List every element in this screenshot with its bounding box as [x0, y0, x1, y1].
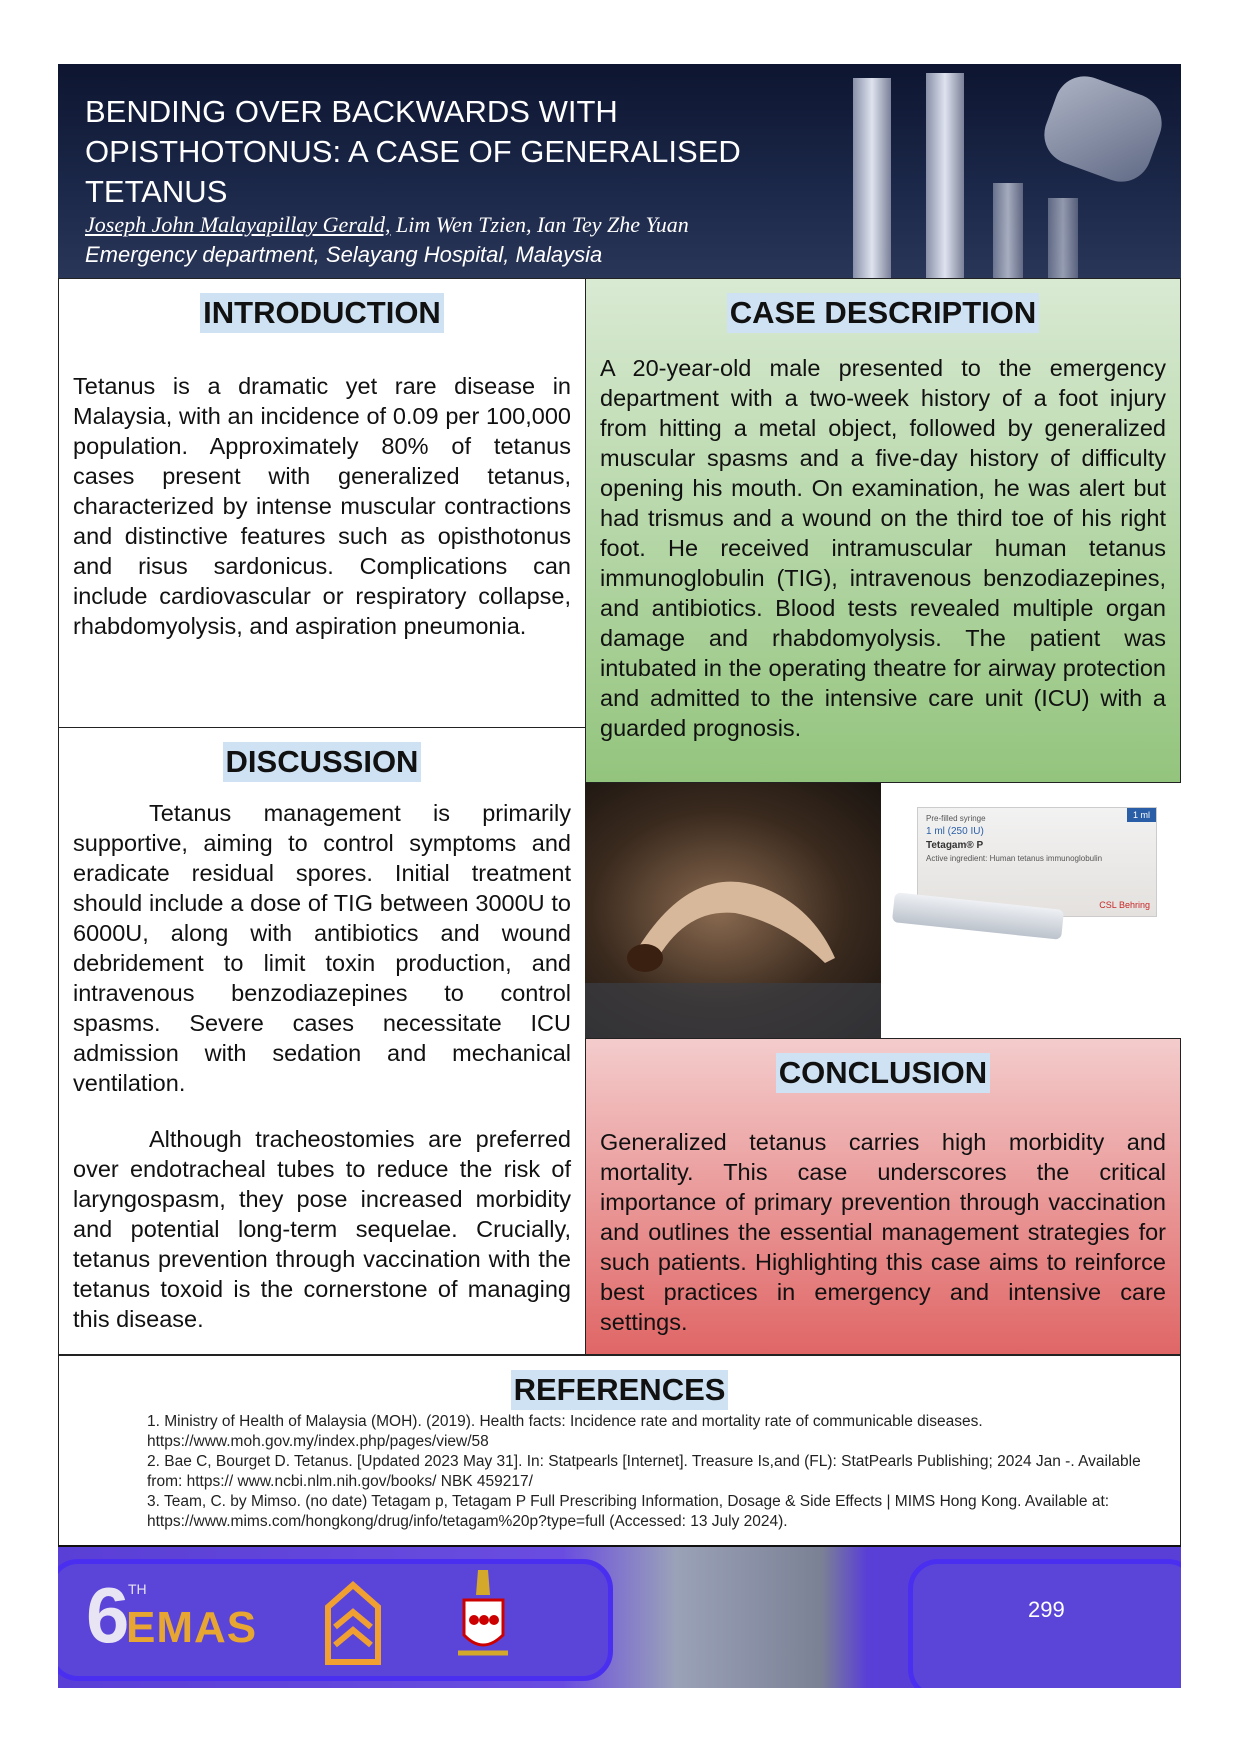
discussion-section [58, 727, 586, 1355]
product-brand: CSL Behring [1099, 900, 1150, 910]
emas-logo-text: EMAS [126, 1603, 258, 1652]
tetagam-product-image [881, 783, 1181, 1038]
product-line-3: Tetagam® P [926, 840, 984, 851]
reference-item: 1. Ministry of Health of Malaysia (MOH). (2019). Health facts: Incidence rate and mortality rate of communicable diseases. https://www.moh.gov.my/index.php/pages/view/58 [147, 1413, 983, 1450]
coat-of-arms-icon [446, 1565, 521, 1665]
introduction-section [58, 278, 586, 728]
references-section [58, 1355, 1181, 1547]
product-badge: 1 ml [1127, 808, 1156, 822]
conclusion-section [585, 1038, 1181, 1355]
reference-item: 2. Bae C, Bourget D. Tetanus. [Updated 2023 May 31]. In: Statpearls [Internet]. Treasure Is,and (FL): StatPearls Publishing; 2024 Jan -. Available from: https:// www.ncbi.nlm.nih.gov/books/ NBK 459217/ [147, 1453, 1141, 1490]
discussion-paragraph-2: Although tracheostomies are preferred over endotracheal tubes to reduce the risk of laryngospasm, they pose increased morbidity and potential long-term sequelae. Crucially, tetanus prevention through vaccination with the tetanus toxoid is the cornerstone of managing this disease. [73, 1126, 571, 1332]
product-line-2: 1 ml (250 IU) [926, 826, 984, 837]
emas-logo-number: 6 [86, 1571, 130, 1659]
case-description-heading: CASE DESCRIPTION [727, 293, 1040, 333]
chevron-emblem-icon [323, 1577, 383, 1672]
introduction-heading: INTRODUCTION [200, 293, 444, 333]
product-line-4: Active ingredient: Human tetanus immunoglobulin [926, 854, 1103, 863]
tower-graphic [926, 73, 964, 278]
footer-page-panel [908, 1559, 1181, 1688]
emas-logo-sup: TH [128, 1581, 147, 1597]
presenting-author: Joseph John Malayapillay Gerald, [85, 212, 391, 237]
building-graphic [1048, 198, 1078, 278]
discussion-heading: DISCUSSION [223, 742, 422, 782]
poster-header [58, 64, 1181, 278]
introduction-body: Tetanus is a dramatic yet rare disease in Malaysia, with an incidence of 0.09 per 100,000 population. Approximately 80% of tetanus cases present with generalized tetanus, characterized by intense muscular contractions and distinctive features such as opisthotonus and risus sardonicus. Complications can include cardiovascular or respiratory collapse, rhabdomyolysis, and aspiration pneumonia. [73, 373, 571, 639]
references-heading: REFERENCES [511, 1370, 729, 1410]
authors [85, 212, 689, 238]
spaceship-graphic [1036, 68, 1170, 190]
case-description-body: A 20-year-old male presented to the emergency department with a two-week history of a foot injury from hitting a metal object, followed by generalized muscular spasms and a five-day history of difficulty opening his mouth. On examination, he was alert but had trismus and a wound on the third toe of his right foot. He received intramuscular human tetanus immunoglobulin (TIG), intravenous benzodiazepines, and antibiotics. Blood tests revealed multiple organ damage and rhabdomyolysis. The patient was intubated in the operating theatre for airway protection and admitted to the intensive care unit (ICU) with a guarded prognosis. [600, 355, 1166, 741]
reference-item: 3. Team, C. by Mimso. (no date) Tetagam p, Tetagam P Full Prescribing Information, Dosage & Side Effects | MIMS Hong Kong. Available at: https://www.mims.com/hongkong/drug/info/tetagam%20p?type=full (Accessed: 13 July 2024). [147, 1493, 1110, 1530]
footer-banner [58, 1545, 1181, 1688]
page-number: 299 [1028, 1597, 1065, 1622]
conclusion-heading: CONCLUSION [776, 1053, 990, 1093]
tower-graphic [853, 78, 891, 278]
building-graphic [993, 183, 1023, 278]
opisthotonus-painting [585, 783, 881, 1038]
poster-title: BENDING OVER BACKWARDS WITH OPISTHOTONUS: A CASE OF GENERALISED TETANUS [85, 94, 741, 209]
affiliation: Emergency department, Selayang Hospital, Malaysia [85, 242, 603, 267]
co-authors: Lim Wen Tzien, Ian Tey Zhe Yuan [390, 212, 689, 237]
product-line-1: Pre-filled syringe [926, 814, 986, 823]
case-description-section [585, 278, 1181, 783]
discussion-paragraph-1: Tetanus management is primarily supportive, aiming to control symptoms and eradicate residual spores. Initial treatment should include a dose of TIG between 3000U to 6000U, along with antibiotics and wound debridement to limit toxin production, and intravenous benzodiazepines to control spasms. Severe cases necessitate ICU admission with sedation and mechanical ventilation. [73, 800, 571, 1096]
conclusion-body: Generalized tetanus carries high morbidity and mortality. This case underscores the critical importance of primary prevention through vaccination and outlines the essential management strategies for such patients. Highlighting this case aims to reinforce best practices in emergency and intensive care settings. [600, 1129, 1166, 1335]
arched-body-figure [585, 783, 881, 1038]
